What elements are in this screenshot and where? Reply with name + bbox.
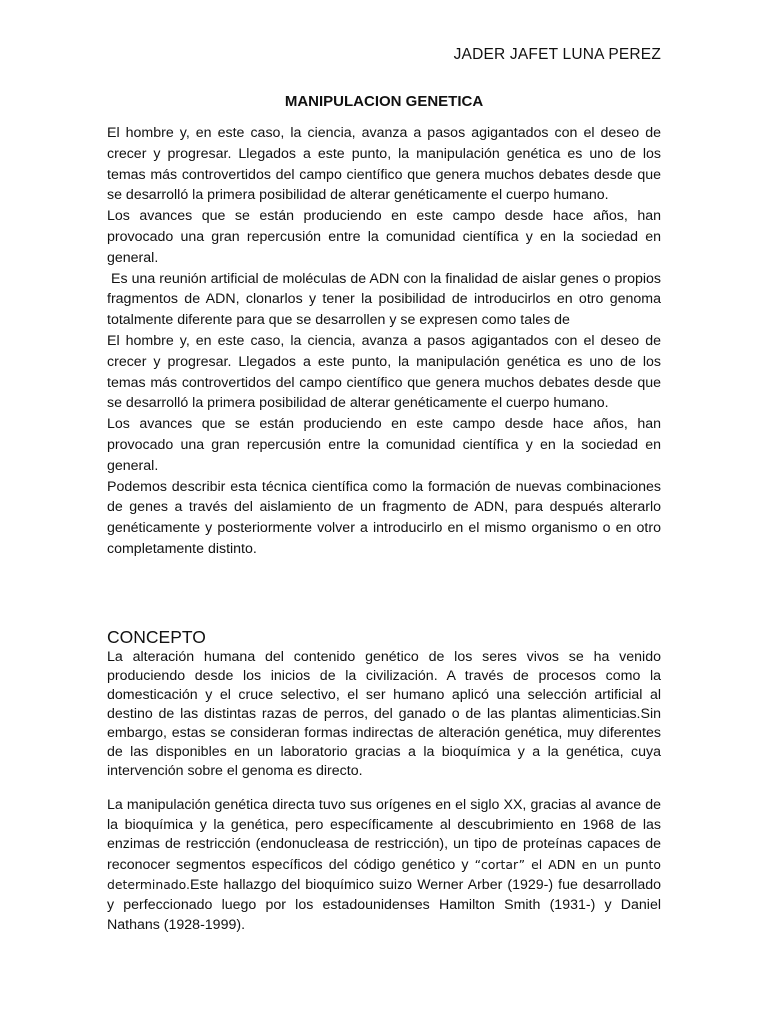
paragraph: Es una reunión artificial de moléculas de ADN con la finalidad de aislar genes o propios fragmentos de ADN, clonarlos y tener la posibilidad de introducirlos en otro genoma totalmente diferente para que se desarrollen y se expresen como tales de <box>107 270 661 329</box>
history-text-part1: La manipulación genética directa tuvo sus orígenes en el siglo XX, gracias al avance de la bioquímica y la genética, pero específicamente al descubrimiento en 1968 de las enzimas de restricción (endonucleasa de restricción), un tipo de proteínas capaces de reconocer segmentos específicos del código genético y <box>107 797 661 873</box>
paragraph: La alteración humana del contenido genético de los seres vivos se ha venido produciendo desde los inicios de la civilización. A través de procesos como la domesticación y el cruce selectivo, el ser humano aplicó una selección artificial al destino de las distintas razas de perros, del ganado o de las plantas alimenticias.Sin embargo, estas se consideran formas indirectas de alteración genética, muy diferentes de las disponibles en un laboratorio gracias a la bioquímica y a la genética, cuya intervención sobre el genoma es directo. <box>107 649 661 779</box>
paragraph: Podemos describir esta técnica científica como la formación de nuevas combinaciones de genes a través del aislamiento de un fragmento de ADN, para después alterarlo genéticamente y posteriormente volver a introducirlo en el mismo organismo o en otro completamente distinto. <box>107 478 661 557</box>
history-section <box>107 796 661 935</box>
section-heading-concepto: CONCEPTO <box>107 627 206 647</box>
paragraph: Los avances que se están produciendo en este campo desde hace años, han provocado una gran repercusión entre la comunidad científica y en la sociedad en general. <box>107 208 661 266</box>
history-text-part2: “cortar” el ADN en un punto determinado. <box>107 856 661 893</box>
paragraph: El hombre y, en este caso, la ciencia, avanza a pasos agigantados con el deseo de crecer y progresar. Llegados a este punto, la manipulación genética es uno de los temas más controvertidos del campo científico que genera muchos debates desde que se desarrolló la primera posibilidad de alterar genéticamente el cuerpo humano. <box>107 125 661 204</box>
concepto-section <box>107 648 661 781</box>
document-title: MANIPULACION GENETICA <box>284 93 484 110</box>
author-name: JADER JAFET LUNA PEREZ <box>453 46 661 63</box>
history-text-part3: Este hallazgo del bioquímico suizo Werner Arber (1929-) fue desarrollado y perfeccionado luego por los estadounidenses Hamilton Smith (1931-) y Daniel Nathans (1928-1999). <box>107 877 661 933</box>
intro-section <box>107 123 661 560</box>
paragraph: Los avances que se están produciendo en este campo desde hace años, han provocado una gran repercusión entre la comunidad científica y en la sociedad en general. <box>107 416 661 474</box>
paragraph <box>107 796 661 935</box>
paragraph: El hombre y, en este caso, la ciencia, avanza a pasos agigantados con el deseo de crecer y progresar. Llegados a este punto, la manipulación genética es uno de los temas más controvertidos del campo científico que genera muchos debates desde que se desarrolló la primera posibilidad de alterar genéticamente el cuerpo humano. <box>107 332 661 412</box>
